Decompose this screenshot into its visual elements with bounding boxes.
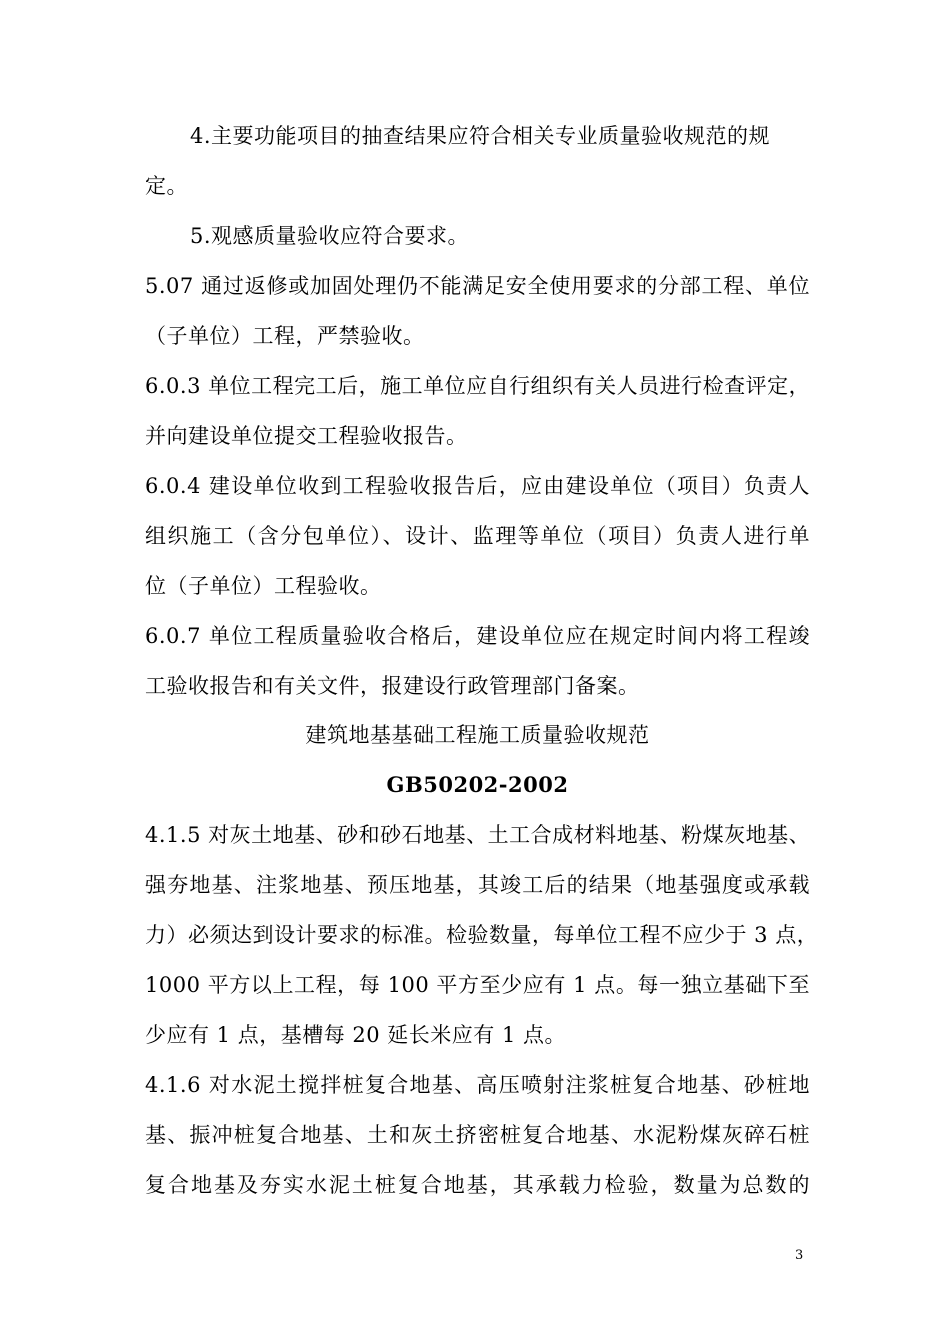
paragraph-line: 力）必须达到设计要求的标准。检验数量，每单位工程不应少于 3 点，: [145, 923, 819, 947]
paragraph-line: 5.07 通过返修或加固处理仍不能满足安全使用要求的分部工程、单位: [145, 274, 810, 298]
paragraph-line: 组织施工（含分包单位）、设计、监理等单位（项目）负责人进行单: [145, 524, 810, 548]
paragraph-line: 基、振冲桩复合地基、土和灰土挤密桩复合地基、水泥粉煤灰碎石桩: [145, 1123, 810, 1147]
paragraph-line: 并向建设单位提交工程验收报告。: [145, 424, 468, 448]
paragraph-line: （子单位）工程，严禁验收。: [145, 324, 425, 348]
paragraph-line: 6.0.7 单位工程质量验收合格后，建设单位应在规定时间内将工程竣: [145, 624, 810, 648]
standard-code: GB50202-2002: [386, 772, 569, 797]
paragraph-line: 6.0.4 建设单位收到工程验收报告后，应由建设单位（项目）负责人: [145, 474, 810, 498]
paragraph-line: 强夯地基、注浆地基、预压地基，其竣工后的结果（地基强度或承载: [145, 873, 810, 897]
paragraph-line: 4.1.5 对灰土地基、砂和砂石地基、土工合成材料地基、粉煤灰地基、: [145, 823, 811, 847]
paragraph-line: 6.0.3 单位工程完工后，施工单位应自行组织有关人员进行检查评定，: [145, 374, 811, 398]
paragraph-line: 1000 平方以上工程，每 100 平方至少应有 1 点。每一独立基础下至: [145, 973, 810, 997]
paragraph-line: 少应有 1 点，基槽每 20 延长米应有 1 点。: [145, 1023, 566, 1047]
paragraph-line: 定。: [145, 174, 188, 198]
paragraph-line: 4.1.6 对水泥土搅拌桩复合地基、高压喷射注浆桩复合地基、砂桩地: [145, 1073, 810, 1097]
paragraph-line: 4.主要功能项目的抽查结果应符合相关专业质量验收规范的规: [190, 124, 771, 148]
paragraph-line: 复合地基及夯实水泥土桩复合地基，其承载力检验，数量为总数的: [145, 1173, 810, 1197]
section-title: 建筑地基基础工程施工质量验收规范: [305, 723, 650, 747]
page-number: 3: [795, 1248, 804, 1263]
paragraph-line: 5.观感质量验收应符合要求。: [190, 224, 470, 248]
paragraph-line: 位（子单位）工程验收。: [145, 574, 382, 598]
paragraph-line: 工验收报告和有关文件，报建设行政管理部门备案。: [145, 674, 640, 698]
